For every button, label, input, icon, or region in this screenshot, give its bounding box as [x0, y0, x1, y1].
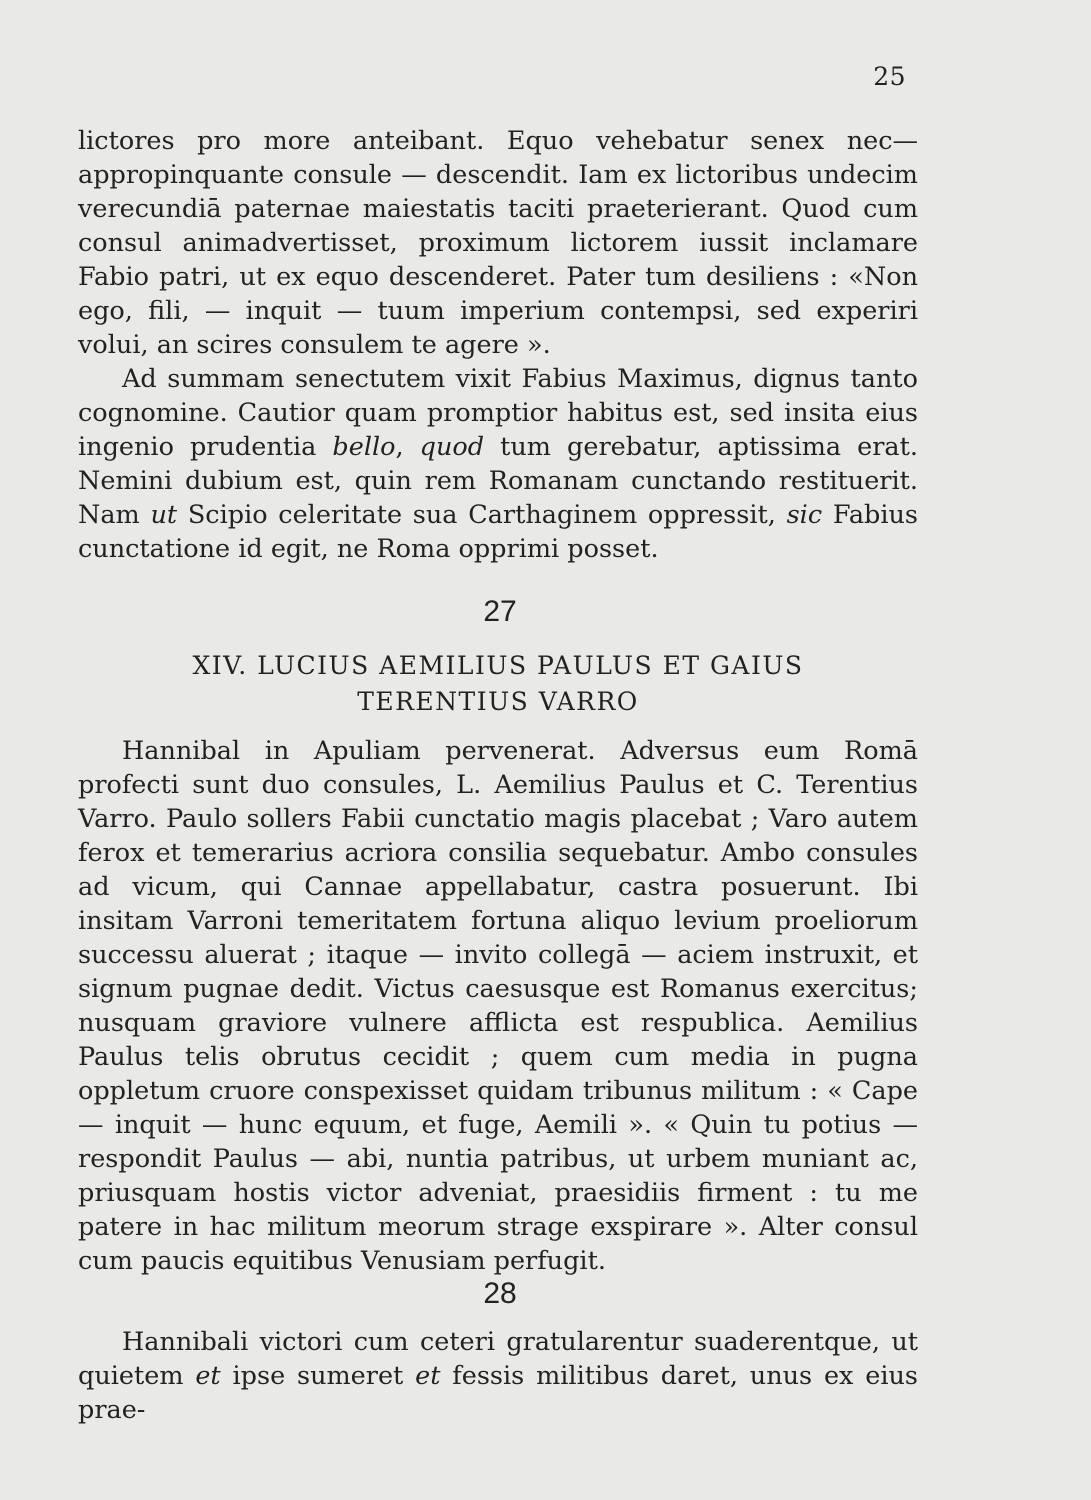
- italic-word: sic: [786, 500, 823, 530]
- italic-word: bello: [332, 432, 396, 462]
- chapter-title: [78, 648, 918, 720]
- chapter-title-line-2: TERENTIUS VARRO: [357, 687, 639, 716]
- section-number-27: 27: [483, 595, 517, 628]
- paragraph-text: fessis militibus daret, unus ex eius prae-: [78, 1361, 919, 1425]
- paragraph-hannibali-victori: [78, 1325, 918, 1427]
- chapter-title-line-1: XIV. LUCIUS AEMILIUS PAULUS ET GAIUS: [192, 651, 804, 680]
- italic-word: quod: [419, 432, 485, 462]
- paragraph-continuation: [78, 124, 918, 362]
- italic-word: et: [415, 1361, 441, 1391]
- text-block-top: [78, 124, 918, 566]
- paragraph-text: ,: [395, 432, 420, 462]
- italic-word: et: [195, 1361, 221, 1391]
- paragraph-text: ipse sumeret: [220, 1361, 416, 1391]
- text-block-middle: [78, 734, 918, 1278]
- paragraph-text: tum gerebatur, aptissima erat. Nemini dubium est, quin rem Romanam cunctando restituerit. Nam: [78, 432, 918, 530]
- paragraph-text: Ad summam senectutem vixit Fabius Maximus, dignus tanto cognomine. Cautior quam promptior habitus est, sed insita eius ingenio prudentia: [78, 364, 918, 462]
- paragraph-text: Hannibal in Apuliam pervenerat. Adversus eum Romā profecti sunt duo consules, L. Aemilius Paulus et C. Terentius Varro. Paulo sollers Fabii cunctatio magis placebat ; Varo autem ferox et temerarius acriora consilia sequebatur. Ambo consules ad vicum, qui Cannae appellabatur, castra posuerunt. Ibi insitam Varroni temeritatem fortuna aliquo levium proeliorum successu aluerat ; itaque — invito collegā — aciem instruxit, et signum pugnae dedit. Victus caesusque est Romanus exercitus; nusquam graviore vulnere afflicta est respublica. Aemilius Paulus telis obrutus cecidit ; quem cum media in pugna oppletum cruore conspexisset quidam tribunus militum : « Cape — inquit — hunc equum, et fuge, Aemili ». « Quin tu potius — respondit Paulus — abi, nuntia patribus, ut urbem muniant ac, priusquam hostis victor adveniat, praesidiis firment : tu me patere in hac militum meorum strage exspirare ». Alter consul cum paucis equitibus Venusiam perfugit.: [78, 736, 918, 1276]
- paragraph-fabius-maximus: [78, 362, 918, 566]
- italic-word: ut: [150, 500, 178, 530]
- paragraph-text: Hannibali victori cum ceteri gratularentur suaderentque, ut quietem: [78, 1327, 918, 1391]
- paragraph-text: Scipio celeritate sua Carthaginem oppressit,: [177, 500, 787, 530]
- paragraph-text: Fabius cunctatione id egit, ne Roma opprimi posset.: [78, 500, 919, 564]
- page-number: 25: [873, 62, 906, 91]
- paragraph-hannibal-apulia: [78, 734, 918, 1278]
- paragraph-text: lictores pro more anteibant. Equo vehebatur senex nec—appropinquante consule — descendit. Iam ex lictoribus undecim verecundiā paternae maiestatis taciti praeterierant. Quod cum consul animadvertisset, proximum lictorem iussit inclamare Fabio patri, ut ex equo descenderet. Pater tum desiliens : «Non ego, fili, — inquit — tuum imperium contempsi, sed experiri volui, an scires consulem te agere ».: [78, 126, 918, 360]
- text-block-bottom: [78, 1325, 918, 1427]
- section-number-28: 28: [483, 1277, 517, 1310]
